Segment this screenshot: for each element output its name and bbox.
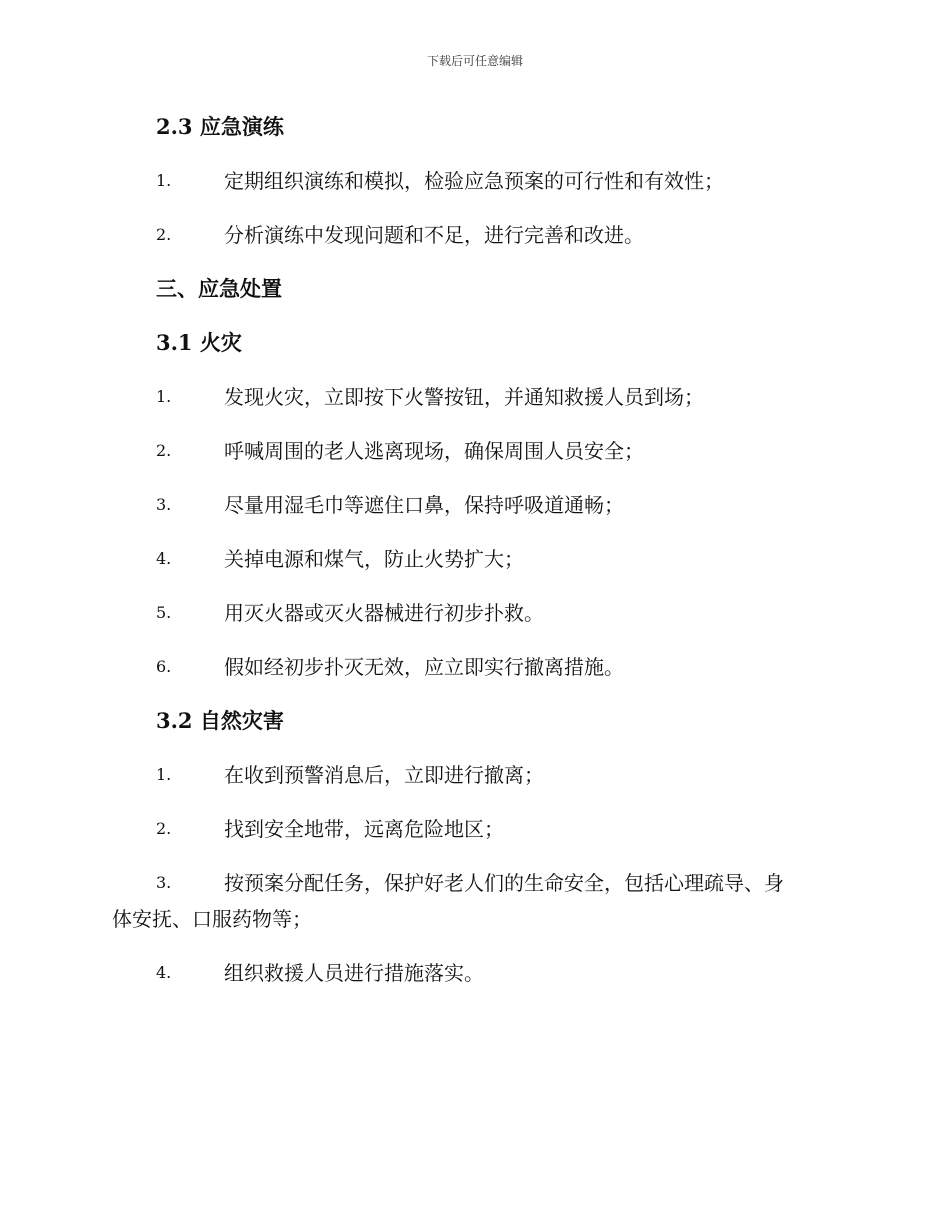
list-text: 发现火灾，立即按下火警按钮，并通知救援人员到场； <box>224 385 704 409</box>
document-body <box>112 109 836 1009</box>
list-item <box>156 955 836 991</box>
list-item <box>156 217 836 253</box>
section-heading-3-2: 3.2 自然灾害 <box>156 708 284 733</box>
list-item <box>156 433 836 469</box>
list-text: 分析演练中发现问题和不足，进行完善和改进。 <box>224 223 644 247</box>
list-text: 关掉电源和煤气，防止火势扩大； <box>224 547 524 571</box>
list-item <box>156 811 836 847</box>
list-text: 找到安全地带，远离危险地区； <box>224 817 504 841</box>
list-text: 定期组织演练和模拟，检验应急预案的可行性和有效性； <box>224 169 724 193</box>
list-item <box>156 379 836 415</box>
list-text <box>112 865 836 937</box>
list-text-line-1: 按预案分配任务，保护好老人们的生命安全，包括心理疏导、身 <box>224 871 784 895</box>
list-item <box>156 757 836 793</box>
list-item <box>156 163 836 199</box>
list-number: 4. <box>156 549 172 568</box>
list-item <box>156 595 836 631</box>
list-number: 2. <box>156 441 172 460</box>
list-number: 2. <box>156 819 172 838</box>
list-number: 3. <box>156 873 172 892</box>
list-text: 假如经初步扑灭无效，应立即实行撤离措施。 <box>224 655 624 679</box>
list-item <box>156 487 836 523</box>
list-text: 组织救援人员进行措施落实。 <box>224 961 484 985</box>
list-number: 1. <box>156 765 172 784</box>
list-number: 1. <box>156 387 172 406</box>
section-heading-2-3: 2.3 应急演练 <box>156 114 284 139</box>
section-heading-3-1: 3.1 火灾 <box>156 330 242 355</box>
header-note: 下载后可任意编辑 <box>426 54 523 68</box>
list-text: 用灭火器或灭火器械进行初步扑救。 <box>224 601 544 625</box>
list-number: 3. <box>156 495 172 514</box>
list-text: 呼喊周围的老人逃离现场，确保周围人员安全； <box>224 439 644 463</box>
list-text: 在收到预警消息后，立即进行撤离； <box>224 763 544 787</box>
list-number: 2. <box>156 225 172 244</box>
list-number: 5. <box>156 603 172 622</box>
list-text-line-2: 体安抚、口服药物等； <box>112 907 312 931</box>
list-item <box>156 649 836 685</box>
list-number: 1. <box>156 171 172 190</box>
list-item <box>112 865 836 937</box>
list-text: 尽量用湿毛巾等遮住口鼻，保持呼吸道通畅； <box>224 493 624 517</box>
list-item <box>156 541 836 577</box>
list-number: 6. <box>156 657 172 676</box>
list-number: 4. <box>156 963 172 982</box>
section-heading-3: 三、应急处置 <box>156 276 282 301</box>
